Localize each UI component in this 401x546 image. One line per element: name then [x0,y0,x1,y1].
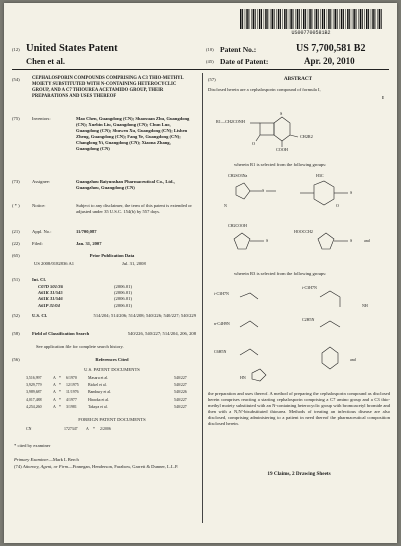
examiner-line: Primary Examiner—Mark L Berch [14,457,79,462]
us-doc-name: Bambury et al. [88,390,112,395]
barcode-bar [286,9,287,29]
notice-code: ( * ) [12,203,20,208]
appl-number: 11/700,087 [76,229,97,234]
us-doc-date: 3/1981 [66,404,77,409]
claims-sheets: 19 Claims, 2 Drawing Sheets [267,471,331,477]
filed-label: Filed: [32,241,43,246]
barcode-bar [346,9,347,29]
intcl-class: A61P 31/04 [38,302,60,308]
barcode-bar [320,9,321,29]
barcode-bar [343,9,344,29]
us-doc-kind: A [53,383,56,388]
us-doc-kind: A [53,404,56,409]
barcode-bar [314,9,315,29]
foreign-cc: CN [26,427,32,431]
code-12: (12) [12,47,20,52]
us-doc-no: 3,516,997 [26,376,42,380]
barcode-bar [253,9,255,29]
patent-date: Apr. 20, 2010 [304,56,355,66]
barcode-bar [328,9,330,29]
barcode-number: US007700581B2 [291,30,331,36]
chem-s-r1a: S [262,188,265,193]
barcode-bar [290,9,292,29]
barcode-bar [280,9,281,29]
chem-ch2cooh: CH2COOH [228,223,247,228]
barcode-bar [305,9,306,29]
intcl-class: A61K 31/545 [38,290,63,296]
barcode-bar [377,9,378,29]
filed-date: Jan. 31, 2007 [76,241,102,246]
barcode-bar [308,9,309,29]
us-doc-no: 4,254,260 [26,404,42,409]
barcode-bar [265,9,267,29]
barcode-bar [356,9,357,29]
prior-title: Prior Publication Data [89,253,135,258]
chem-ch2r2: CH2R2 [300,134,313,139]
barcode-bar [272,9,274,29]
date-label: Date of Patent: [220,57,269,66]
barcode-bar [276,9,277,29]
barcode-bar [295,9,296,29]
barcode-bar [289,9,290,29]
barcode-bar [333,9,334,29]
uscl-code: (52) [12,313,20,318]
us-doc-name: Takaya et al. [88,404,108,409]
intcl-version: (2006.01) [114,284,132,289]
appl-label: Appl. No.: [32,229,52,234]
barcode-bar [283,9,284,29]
inventors: Mao Chen, Guangdong (CN); Shaoxuan Zhu, Guangdong (CN); Xuebin Liu, Guangdong (CN); Chun Luo, Guangdong (CN); Shuwen Xu, Guangdong (CN); Lishen Zheng, Guangdong (CN); Fang Ye, Guangdong (CN); Changlong Yi, Guangdong (CN); Xiaona Zhang, Guangdong (CN) [76,116,190,152]
attorney-line: (74) Attorney, Agent, or Firm—Finnegan, Henderson, Farabow, Garrett & Dunner, L.L.P. [14,464,179,469]
barcode-bar [299,9,300,29]
uscl-value: 514/204; 514/206; 514/208; 540/226; 540/227; 540/229 [93,313,196,318]
us-doc-star: * [59,390,61,395]
assignee-label: Assignee: [32,179,51,184]
barcode-bar [318,9,319,29]
chem-nh: NH [362,303,368,308]
us-doc-name: Bickel et al. [88,383,107,388]
barcode-bar [372,9,374,29]
intcl-class: A61K 31/546 [38,296,63,302]
formula-label: I [382,95,384,100]
us-doc-cl: 540/227 [174,376,187,380]
barcode-bar [362,9,363,29]
refs-code: (56) [12,357,20,362]
barcode-bar [379,9,381,29]
us-doc-no: 3,929,779 [26,383,42,388]
abstract-code: (57) [208,77,216,82]
attorney-label: Attorney, Agent, or Firm [22,464,69,469]
barcode-bar [270,9,271,29]
barcode-bar [322,9,324,29]
intcl-code: (51) [12,277,20,282]
where-r3: wherein R3 is selected from the following groups: [234,271,327,276]
barcode-bar [267,9,268,29]
chem-ch2so3na: CH2SO3Na [228,173,248,178]
abstract-intro: Disclosed herein are a cephalosporin compound of formula I, [208,87,321,92]
chem-c6h5n: C6H5N [214,349,227,354]
r1-groups-row2 [214,221,382,265]
barcode-bar [368,9,369,29]
barcode-bar [297,9,299,29]
barcode-bar [360,9,362,29]
chem-hoocch2: HOOCCH2 [294,229,313,234]
us-docs-title: U.S. PATENT DOCUMENTS [84,367,140,372]
abstract-body: the preparation and uses thereof. A method of preparing the cephalosporin compound as disclosed herein comprises reacting a starting cephalosporin comprising a C7 amino group and a C3 thio-methyl moiety substituted with an N-containing heterocyclic group with bromoacetyl bromide and then with a N,N'-bisubstituted thiourea. Methods of treating an infectious disease are also disclosed, comprising administering to a patient in need thereof the pharmaceutical composition disclosed herein. [208,391,390,427]
notice: Subject to any disclaimer, the term of this patent is extended or adjusted under 35 U.S.C. 154(b) by 557 days. [76,203,192,214]
inventors-code: (75) [12,116,20,121]
barcode-bar [374,9,375,29]
chem-h3c: H3C [316,173,324,178]
foreign-star: * [93,427,95,431]
barcode-bar [371,9,372,29]
barcode-bar [358,9,359,29]
assignee: Guangzhou Baiyunshan Pharmaceutical Co., Ltd., Guangzhou, Guangdong (CN) [76,179,175,190]
r3-groups [210,283,386,383]
us-doc-date: 6/1970 [66,376,77,380]
barcode-bar [245,9,246,29]
us-doc-date: 12/1975 [66,383,79,388]
examiner-name: Mark L Berch [52,457,79,462]
chem-and-2: and [350,357,356,362]
chem-ic3h7-a: i-C3H7N [214,291,229,296]
uscl-label: U.S. Cl. [32,313,48,318]
title-code: (54) [12,77,20,82]
attorney-code: (74) [14,464,22,469]
barcode-bar [341,9,343,29]
us-doc-name: Hiraoka et al. [88,397,110,402]
barcode-bar [349,9,350,29]
barcode-bar [301,9,302,29]
us-doc-kind: A [53,390,56,395]
header-rule [12,69,389,70]
us-doc-cl: 540/227 [174,397,187,402]
intcl-version: (2006.01) [114,302,132,308]
us-doc-cl: 540/226 [174,390,187,395]
chem-o: O [252,141,256,146]
filed-code: (22) [12,241,20,246]
barcode-bar [284,9,286,29]
intcl-version: (2006.01) [114,296,132,302]
us-doc-cl: 540/227 [174,404,187,409]
chem-nc4h9: n-C4H9N [214,321,230,326]
prior-pub: US 2008/0182836 A1 [34,261,75,266]
us-doc-date: 4/1977 [66,397,77,402]
us-doc-kind: A [53,376,56,380]
code-45: (45) [206,59,214,64]
inventor-short: Chen et al. [26,56,65,66]
barcode-bar [246,9,248,29]
formula-i-structure [216,107,336,155]
barcode-bar [347,9,349,29]
appl-code: (21) [12,229,20,234]
chem-s-r1c: S [266,238,269,243]
barcode-bar [337,9,338,29]
barcode-bar [264,9,265,29]
foreign-date: 2/2006 [100,427,111,431]
assignee-code: (73) [12,179,20,184]
attorney-name: Finnegan, Henderson, Farabow, Garrett & Dunner, L.L.P. [72,464,179,469]
code-10: (10) [206,47,214,52]
refs-title: References Cited [95,357,129,362]
foreign-title: FOREIGN PATENT DOCUMENTS [78,417,146,422]
barcode-bar [242,9,243,29]
barcode-bar [251,9,252,29]
us-doc-kind: A [53,397,56,402]
barcode-bar [353,9,355,29]
field-label: Field of Classification Search [32,331,90,336]
chem-n-r1a: N [224,203,227,208]
chem-hn: HN [240,375,246,380]
chem-r1-group: R1—CH2CONH [216,119,245,124]
us-doc-star: * [59,383,61,388]
examiner-label: Primary Examiner [14,457,49,462]
barcode-bar [240,9,242,29]
cited-note: * cited by examiner [14,443,51,448]
barcode-bar [339,9,340,29]
us-doc-star: * [59,404,61,409]
notice-label: Notice: [32,203,46,208]
chem-s-r1d: S [350,238,353,243]
barcode [240,9,382,29]
barcode-bar [274,9,275,29]
barcode-bar [316,9,318,29]
chem-cooh: COOH [276,147,288,152]
chem-s-r1b: S [350,190,353,195]
r1-groups-row1 [214,173,382,217]
field-note: See application file for complete search history. [36,344,124,349]
barcode-bar [255,9,256,29]
us-doc-no: 3,989,687 [26,390,42,395]
column-divider [202,73,203,523]
intcl-class: C07D 501/36 [38,284,63,289]
barcode-bar [248,9,249,29]
field-value: 540/226, 540/227; 514/204, 206, 208 [127,331,196,336]
patent-type: United States Patent [26,43,118,54]
intcl-version: (2006.01) [114,290,132,296]
prior-date: Jul. 31, 2008 [122,261,146,266]
patent-page [4,3,397,543]
chem-s: S [280,111,283,116]
field-code: (58) [12,331,20,336]
abstract-title: ABSTRACT [283,76,313,82]
barcode-bar [327,9,328,29]
barcode-bar [309,9,311,29]
barcode-bar [352,9,353,29]
barcode-bar [381,9,382,29]
patent-number: US 7,700,581 B2 [296,43,366,54]
prior-code: (65) [12,253,20,258]
intcl-label: Int. Cl. [32,277,46,282]
barcode-bar [278,9,280,29]
where-r1: wherein R1 is selected from the following groups: [234,162,327,167]
inventors-label: Inventors: [32,116,51,121]
us-doc-name: Masaru et al. [88,376,109,380]
foreign-kind: A [86,427,89,431]
barcode-bar [330,9,331,29]
patent-title: CEPHALOSPORIN COMPOUNDS COMPRISING A C3 THIO-METHYL MOIETY SUBSTITUTED WITH N-CONTAINING HETEROCYCLIC GROUP, AND A C7 THIOUREA ACETAMIDO GROUP, THEIR PREPARATIONS AND USES THEREOF [32,76,184,99]
foreign-no: 1727347 [64,427,78,431]
barcode-bar [366,9,368,29]
barcode-bar [324,9,325,29]
us-doc-star: * [59,397,61,402]
barcode-bar [303,9,305,29]
chem-and-1: and [364,238,370,243]
chem-ic3h7-b: i-C3H7N [302,285,317,290]
chem-o-r1b: O [336,203,339,208]
patent-no-label: Patent No.: [220,45,257,54]
barcode-bar [259,9,261,29]
barcode-bar [335,9,337,29]
barcode-bar [311,9,312,29]
barcode-bar [261,9,262,29]
us-doc-date: 11/1976 [66,390,79,395]
us-doc-no: 4,017,488 [26,397,42,402]
us-doc-star: * [59,376,61,380]
barcode-bar [364,9,365,29]
barcode-bar [293,9,294,29]
us-doc-cl: 540/227 [174,383,187,388]
barcode-bar [257,9,258,29]
chem-c2h5n: C2H5N [302,317,315,322]
